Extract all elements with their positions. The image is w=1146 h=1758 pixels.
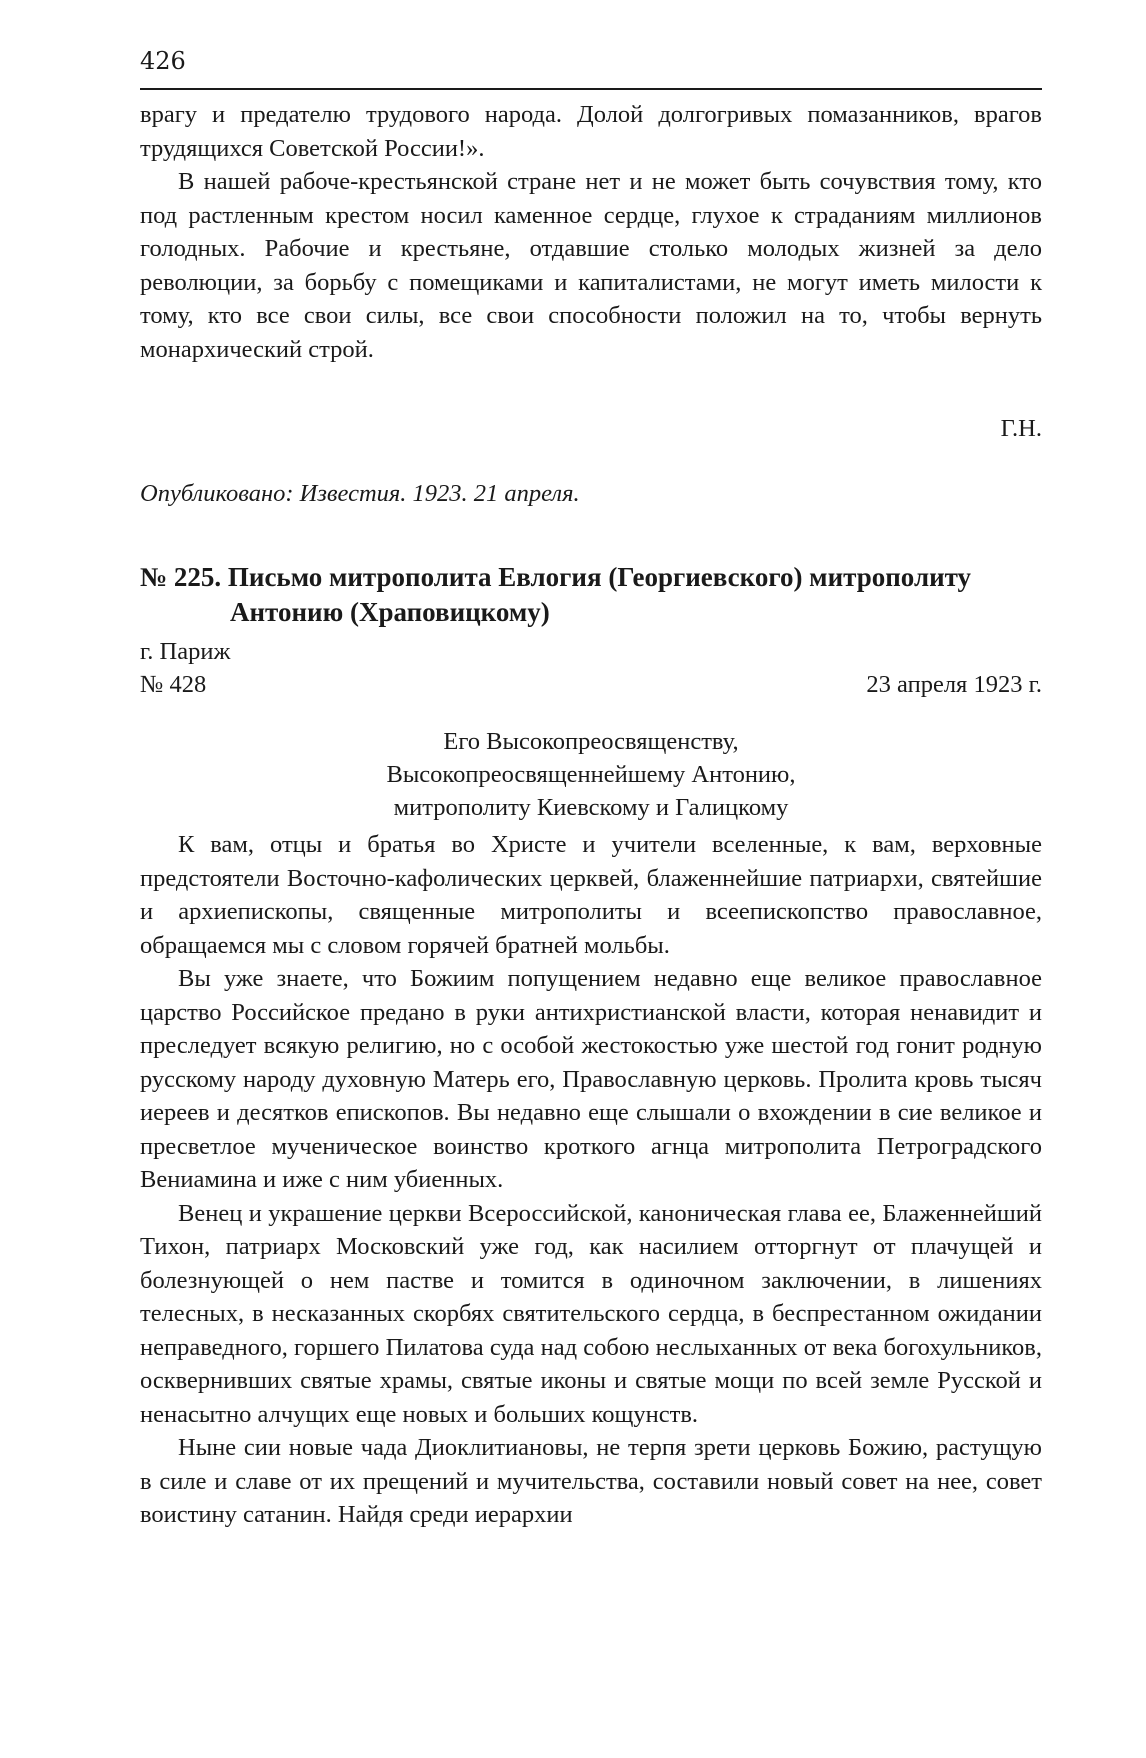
commentary-paragraph: В нашей рабоче-крестьянской стране нет и не может быть сочувствия тому, кто под растленным крестом носил каменное сердце, глухое к страданиям миллионов голодных. Рабочие и крестьяне, отдавшие столько молодых жизней за дело революции, за борьбу с помещиками и капиталистами, не могут иметь милости к тому, кто все свои силы, все свои способности положил на то, чтобы вернуть монархический строй. [140,168,1042,363]
document-heading: № 225. Письмо митрополита Евлогия (Георгиевского) митрополиту Антонию (Храповицкому) [140,562,972,627]
letter-paragraph: Ныне сии новые чада Диоклитиановы, не терпя зрети церковь Божию, растущую в силе и славе от их прещений и мучительства, составили новый совет на нее, совет воистину сатанин. Найдя среди иерархии [140,1434,1042,1528]
letter-paragraph: К вам, отцы и братья во Христе и учители вселенные, к вам, верховные предстоятели Восточно-кафолических церквей, блаженнейшие патриархи, святейшие и архиепископы, священные митрополиты и всеепископство православное, обращаемся мы с словом горячей братней мольбы. [140,831,1042,959]
addressee-line: митрополиту Киевскому и Галицкому [393,794,789,821]
document-number: № 428 [140,671,207,698]
publication-source: Опубликовано: Известия. 1923. 21 апреля. [140,480,580,507]
continued-paragraph: врагу и предателю трудового народа. Долой долгогривых помазанников, врагов трудящихся Советской России!». [140,101,1042,162]
letter-paragraph: Вы уже знаете, что Божиим попущением недавно еще великое православное царство Российское предано в руки антихристианской власти, которая ненавидит и преследует всякую религию, но с особой жестокостью уже шестой год гонит родную русскому народу духовную Матерь его, Православную церковь. Пролита кровь тысяч иереев и десятков епископов. Вы недавно еще слышали о вхождении в сие великое и пресветлое мученическое воинство кроткого агнца митрополита Петроградского Вениамина и иже с ним убиенных. [140,965,1042,1193]
header-rule [140,88,1042,90]
addressee-line: Его Высокопреосвященству, [443,728,739,755]
document-date: 23 апреля 1923 г. [866,671,1042,698]
letter-body [140,828,1042,1532]
author-initials: Г.Н. [1000,415,1042,442]
continued-text [140,98,1042,366]
addressee-block [140,725,1042,824]
document-place: г. Париж [140,638,231,665]
page-number: 426 [140,47,186,75]
letter-paragraph: Венец и украшение церкви Всероссийской, каноническая глава ее, Блаженнейший Тихон, патриарх Московский уже год, как насилием отторгнут от плачущей и болезнующей о нем пастве и томится в одиночном заключении, в лишениях телесных, в несказанных скорбях святительского сердца, в беспрестанном ожидании неправедного, горшего Пилатова суда над собою неслыханных от века богохульников, осквернивших святые храмы, святые иконы и святые мощи по всей земле Русской и ненасытно алчущих еще новых и больших кощунств. [140,1199,1042,1428]
addressee-line: Высокопреосвященнейшему Антонию, [386,761,796,788]
